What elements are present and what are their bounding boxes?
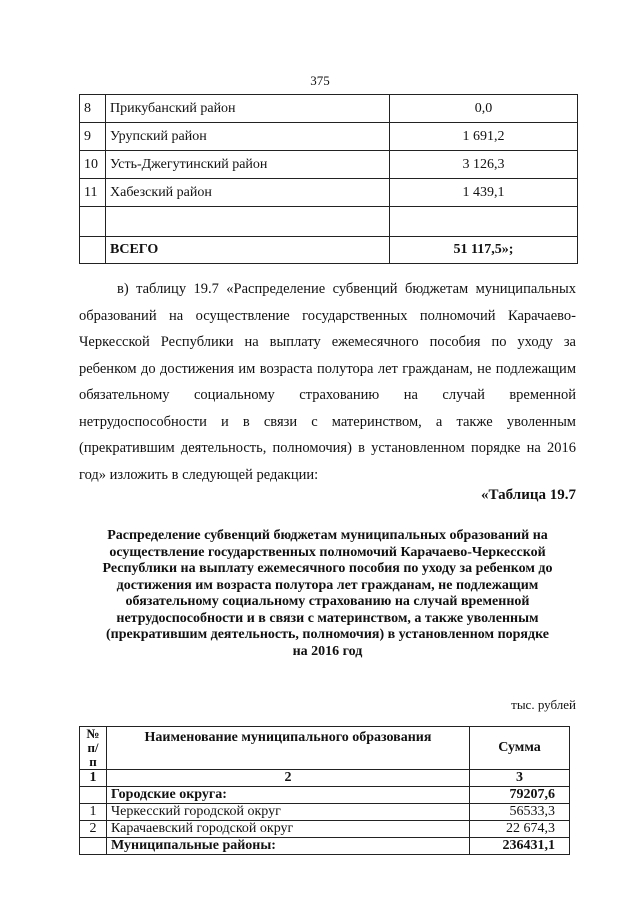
paragraph-line: в) таблицу 19.7 «Распределение субвенций бюджетам муниципальных bbox=[117, 281, 576, 297]
header-name: Наименование муниципального образования bbox=[107, 727, 470, 770]
row-number: 2 bbox=[80, 821, 107, 838]
table-row bbox=[80, 95, 578, 123]
amount-value: 1 439,1 bbox=[390, 179, 578, 207]
empty-cell bbox=[390, 207, 578, 237]
heading-line: осуществление государственных полномочий Карачаево-Черкесской bbox=[109, 544, 546, 560]
amendment-paragraph bbox=[79, 276, 576, 488]
heading-line: достижения им возраста полутора лет гражданам, не подлежащим bbox=[116, 577, 539, 593]
heading-line: Распределение субвенций бюджетам муниципальных образований на bbox=[107, 528, 548, 543]
empty-cell bbox=[80, 237, 106, 264]
page-number: 375 bbox=[310, 73, 330, 88]
table-row bbox=[80, 179, 578, 207]
paragraph-line: нетрудоспособности и в связи с материнством, а также уволенным bbox=[79, 413, 576, 430]
header-sum: Сумма bbox=[470, 727, 570, 770]
column-number: 3 bbox=[470, 770, 570, 787]
table-row bbox=[80, 151, 578, 179]
amount-value: 56533,3 bbox=[470, 804, 570, 821]
total-row bbox=[80, 237, 578, 264]
amount-value: 3 126,3 bbox=[390, 151, 578, 179]
table-label: «Таблица 19.7 bbox=[481, 487, 576, 503]
table-row bbox=[80, 838, 570, 855]
amount-value: 0,0 bbox=[390, 95, 578, 123]
units-label: тыс. рублей bbox=[511, 697, 576, 712]
heading-line: обязательному социальному страхованию на случай временной bbox=[125, 594, 530, 609]
paragraph-line: Черкесской Республики на выплату ежемесячного пособия по уходу за bbox=[79, 334, 576, 350]
amount-value: 22 674,3 bbox=[470, 821, 570, 838]
column-number: 1 bbox=[80, 770, 107, 787]
empty-row bbox=[80, 207, 578, 237]
empty-cell bbox=[106, 207, 390, 237]
paragraph-line: (прекратившим деятельность, полномочия) в установленном порядке на 2016 bbox=[79, 440, 576, 456]
row-number bbox=[80, 838, 107, 855]
row-number: 9 bbox=[80, 123, 106, 151]
table-heading bbox=[79, 528, 576, 660]
row-number: 1 bbox=[80, 804, 107, 821]
header-row bbox=[80, 727, 570, 770]
column-numbers-row bbox=[80, 770, 570, 787]
district-name: Усть-Джегутинский район bbox=[106, 151, 390, 179]
table-row bbox=[80, 804, 570, 821]
amount-value: 1 691,2 bbox=[390, 123, 578, 151]
paragraph-line: обязательному социальному страхованию на случай временной bbox=[79, 387, 576, 403]
table-row bbox=[80, 787, 570, 804]
paragraph-line: год» изложить в следующей редакции: bbox=[79, 466, 319, 483]
district-name: Прикубанский район bbox=[106, 95, 390, 123]
heading-line: (прекратившим деятельность, полномочия) в установленном порядке bbox=[105, 627, 550, 642]
empty-cell bbox=[80, 207, 106, 237]
amount-value: 236431,1 bbox=[470, 838, 570, 855]
table-row bbox=[80, 123, 578, 151]
heading-line: нетрудоспособности и в связи с материнством, а также уволенным bbox=[116, 610, 539, 626]
district-name: Урупский район bbox=[106, 123, 390, 151]
total-label: ВСЕГО bbox=[106, 237, 390, 264]
subvention-table bbox=[79, 726, 570, 855]
amount-value: 79207,6 bbox=[470, 787, 570, 804]
total-value: 51 117,5»; bbox=[390, 237, 578, 264]
section-name: Муниципальные районы: bbox=[107, 838, 470, 855]
row-number: 10 bbox=[80, 151, 106, 179]
paragraph-line: ребенком до достижения им возраста полутора лет гражданам, не подлежащим bbox=[79, 360, 576, 377]
section-name: Городские округа: bbox=[107, 787, 470, 804]
table-row bbox=[80, 821, 570, 838]
district-name: Карачаевский городской округ bbox=[107, 821, 470, 838]
row-number: 11 bbox=[80, 179, 106, 207]
paragraph-line: образований на осуществление государственных полномочий Карачаево- bbox=[79, 307, 576, 324]
column-number: 2 bbox=[107, 770, 470, 787]
row-number: 8 bbox=[80, 95, 106, 123]
row-number bbox=[80, 787, 107, 804]
district-name: Черкесский городской округ bbox=[107, 804, 470, 821]
district-name: Хабезский район bbox=[106, 179, 390, 207]
heading-line: на 2016 год bbox=[292, 643, 363, 659]
continued-table bbox=[79, 94, 578, 264]
heading-line: Республики на выплату ежемесячного пособия по уходу за ребенком до bbox=[102, 561, 553, 576]
header-num: № п/п bbox=[80, 727, 107, 770]
